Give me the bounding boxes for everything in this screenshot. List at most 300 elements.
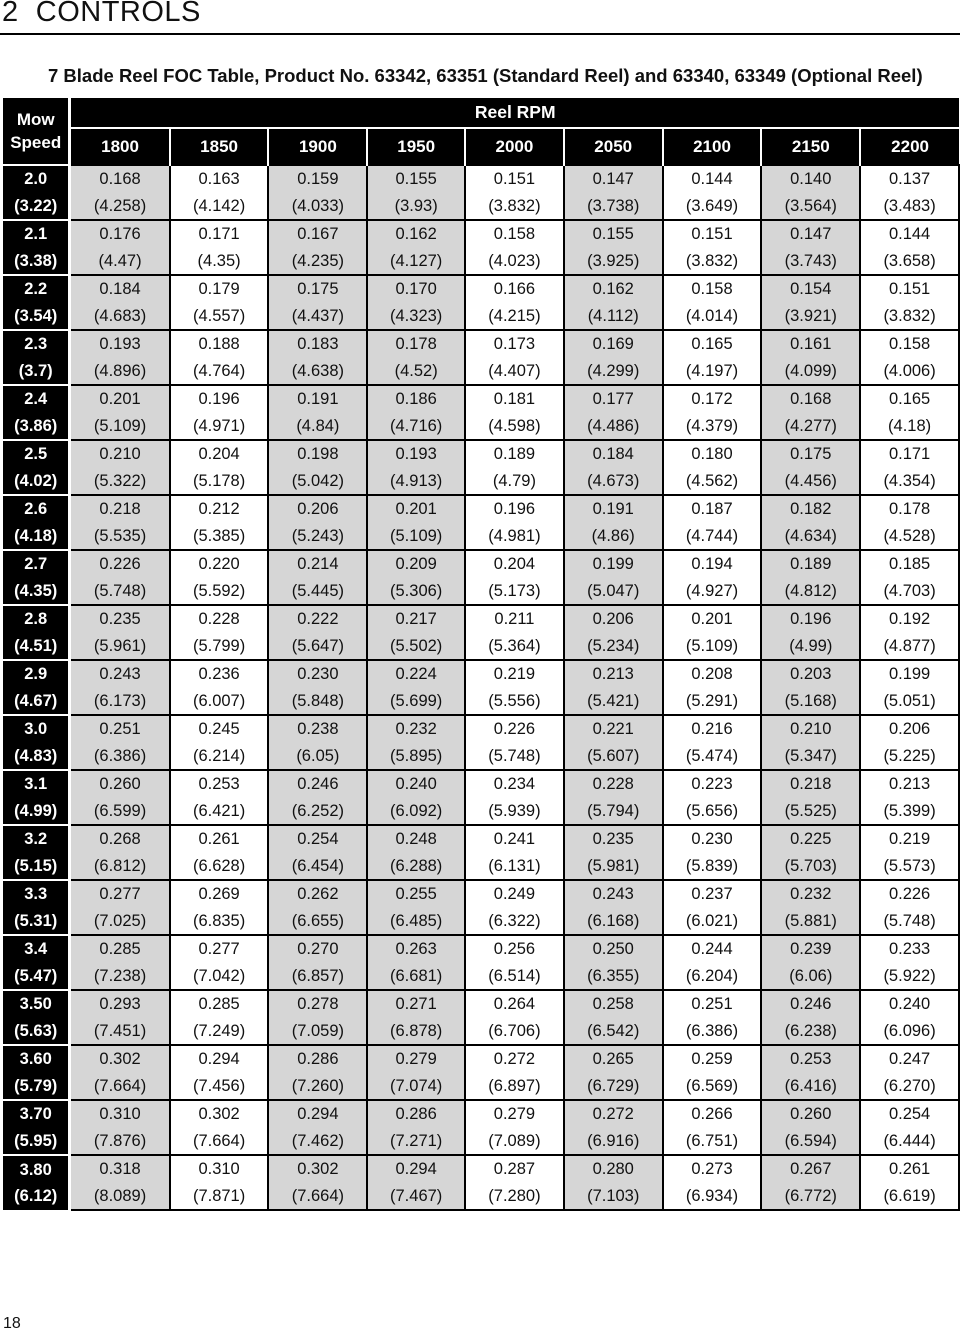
foc-cell bbox=[268, 440, 367, 495]
foc-value: 0.260 bbox=[790, 1105, 832, 1123]
foc-value-metric: (6.007) bbox=[192, 691, 246, 710]
table-row bbox=[3, 1155, 959, 1210]
foc-cell bbox=[367, 1155, 465, 1210]
mow-speed-value: 2.5 bbox=[24, 445, 48, 463]
foc-cell bbox=[663, 440, 762, 495]
foc-value: 0.228 bbox=[198, 610, 240, 628]
foc-value: 0.273 bbox=[691, 1160, 733, 1178]
foc-value: 0.287 bbox=[493, 1160, 536, 1178]
mow-speed-metric: (5.31) bbox=[14, 911, 58, 930]
foc-value: 0.228 bbox=[592, 775, 634, 793]
mow-speed-value: 2.1 bbox=[24, 225, 48, 243]
foc-value: 0.175 bbox=[297, 280, 339, 298]
foc-value-metric: (5.922) bbox=[883, 966, 936, 985]
foc-cell bbox=[268, 715, 367, 770]
foc-value: 0.171 bbox=[198, 225, 240, 243]
foc-cell bbox=[70, 770, 170, 825]
section-header bbox=[0, 0, 960, 34]
foc-value-metric: (3.832) bbox=[488, 196, 541, 215]
foc-value: 0.272 bbox=[592, 1105, 634, 1123]
foc-value: 0.277 bbox=[99, 885, 141, 903]
foc-value-metric: (6.706) bbox=[488, 1021, 541, 1040]
foc-value-metric: (6.021) bbox=[685, 911, 739, 930]
foc-value: 0.310 bbox=[99, 1105, 141, 1123]
foc-cell bbox=[170, 550, 269, 605]
foc-value-metric: (4.379) bbox=[685, 416, 739, 435]
foc-cell bbox=[564, 1155, 663, 1210]
foc-value: 0.221 bbox=[592, 720, 634, 738]
foc-value-metric: (6.751) bbox=[685, 1131, 739, 1150]
foc-cell bbox=[860, 220, 959, 275]
foc-cell bbox=[465, 1100, 564, 1155]
foc-cell bbox=[860, 1045, 959, 1100]
foc-value: 0.278 bbox=[297, 995, 339, 1013]
foc-value-metric: (5.848) bbox=[291, 691, 345, 710]
foc-value: 0.189 bbox=[790, 555, 832, 573]
foc-value-metric: (6.421) bbox=[192, 801, 246, 820]
foc-value-metric: (7.456) bbox=[192, 1076, 246, 1095]
mow-speed-value: 2.8 bbox=[24, 610, 48, 628]
foc-cell bbox=[367, 440, 465, 495]
foc-value: 0.210 bbox=[99, 445, 141, 463]
foc-cell bbox=[367, 935, 465, 990]
foc-value-metric: (6.569) bbox=[685, 1076, 739, 1095]
foc-value-metric: (4.716) bbox=[390, 416, 443, 435]
foc-value: 0.265 bbox=[592, 1050, 634, 1068]
foc-value-metric: (5.748) bbox=[93, 581, 147, 600]
mow-speed-value: 3.60 bbox=[19, 1050, 52, 1068]
foc-cell bbox=[761, 935, 860, 990]
foc-cell bbox=[367, 660, 465, 715]
page-number: 18 bbox=[3, 1315, 21, 1332]
foc-value: 0.196 bbox=[790, 610, 832, 628]
foc-value: 0.244 bbox=[691, 940, 733, 958]
foc-cell bbox=[761, 550, 860, 605]
foc-value: 0.193 bbox=[99, 335, 141, 353]
foc-value-metric: (6.355) bbox=[587, 966, 640, 985]
foc-value-metric: (5.961) bbox=[93, 636, 147, 655]
foc-value-metric: (5.748) bbox=[488, 746, 541, 765]
foc-value: 0.196 bbox=[198, 390, 240, 408]
foc-value: 0.192 bbox=[888, 610, 931, 628]
speed-label: Speed bbox=[10, 133, 62, 152]
foc-value: 0.263 bbox=[395, 940, 437, 958]
foc-value: 0.179 bbox=[198, 280, 240, 298]
foc-cell bbox=[465, 1045, 564, 1100]
foc-value-metric: (5.703) bbox=[784, 856, 837, 875]
foc-value-metric: (6.599) bbox=[93, 801, 147, 820]
foc-value: 0.258 bbox=[592, 995, 634, 1013]
foc-value-metric: (7.280) bbox=[488, 1186, 541, 1205]
foc-value-metric: (4.562) bbox=[685, 471, 739, 490]
foc-value-metric: (7.462) bbox=[291, 1131, 345, 1150]
mow-speed-cell bbox=[3, 330, 70, 385]
foc-cell bbox=[70, 220, 170, 275]
foc-value-metric: (6.542) bbox=[587, 1021, 640, 1040]
foc-cell bbox=[465, 440, 564, 495]
foc-cell bbox=[268, 825, 367, 880]
foc-value: 0.176 bbox=[99, 225, 141, 243]
foc-value: 0.144 bbox=[888, 225, 931, 243]
mow-speed-metric: (6.12) bbox=[14, 1187, 58, 1205]
foc-value: 0.219 bbox=[888, 830, 931, 848]
table-row bbox=[3, 880, 959, 935]
rpm-column-header: 2200 bbox=[860, 128, 959, 165]
foc-cell bbox=[761, 1155, 860, 1210]
foc-cell bbox=[663, 770, 762, 825]
mow-speed-value: 3.1 bbox=[24, 775, 48, 793]
section-number: 2 bbox=[2, 0, 19, 28]
foc-value-metric: (7.271) bbox=[390, 1131, 443, 1150]
foc-value: 0.173 bbox=[493, 335, 536, 353]
foc-value: 0.168 bbox=[99, 170, 141, 188]
foc-value-metric: (5.474) bbox=[685, 746, 739, 765]
foc-value-metric: (7.089) bbox=[488, 1131, 541, 1150]
foc-value: 0.239 bbox=[790, 940, 832, 958]
foc-value-metric: (5.051) bbox=[883, 691, 936, 710]
foc-cell bbox=[170, 495, 269, 550]
foc-cell bbox=[564, 770, 663, 825]
foc-value: 0.251 bbox=[691, 995, 733, 1013]
foc-value: 0.247 bbox=[888, 1050, 931, 1068]
foc-value-metric: (7.871) bbox=[192, 1186, 246, 1205]
foc-cell bbox=[465, 825, 564, 880]
foc-value-metric: (3.658) bbox=[883, 251, 936, 270]
mow-speed-value: 3.50 bbox=[19, 995, 52, 1013]
foc-cell bbox=[761, 660, 860, 715]
foc-value: 0.147 bbox=[790, 225, 832, 243]
mow-speed-cell bbox=[3, 1100, 70, 1155]
foc-cell bbox=[70, 880, 170, 935]
foc-value: 0.151 bbox=[493, 170, 536, 188]
foc-value-metric: (4.877) bbox=[883, 636, 936, 655]
foc-cell bbox=[268, 220, 367, 275]
foc-value: 0.246 bbox=[790, 995, 832, 1013]
foc-cell bbox=[367, 605, 465, 660]
foc-value: 0.162 bbox=[592, 280, 634, 298]
foc-table bbox=[3, 98, 960, 1211]
foc-value-metric: (4.258) bbox=[93, 196, 147, 215]
foc-value-metric: (6.619) bbox=[883, 1186, 936, 1205]
foc-value-metric: (5.647) bbox=[291, 636, 345, 655]
foc-value-metric: (5.799) bbox=[192, 636, 246, 655]
foc-value-metric: (4.47) bbox=[98, 251, 142, 270]
foc-cell bbox=[70, 330, 170, 385]
foc-value: 0.204 bbox=[198, 445, 240, 463]
foc-value-metric: (4.277) bbox=[784, 416, 837, 435]
foc-value-metric: (4.927) bbox=[685, 581, 739, 600]
foc-cell bbox=[367, 330, 465, 385]
foc-value: 0.151 bbox=[888, 280, 931, 298]
foc-value: 0.279 bbox=[395, 1050, 437, 1068]
foc-value: 0.214 bbox=[297, 555, 339, 573]
foc-value: 0.201 bbox=[395, 500, 437, 518]
foc-cell bbox=[663, 495, 762, 550]
foc-value-metric: (5.047) bbox=[587, 581, 640, 600]
foc-value-metric: (7.664) bbox=[192, 1131, 246, 1150]
foc-cell bbox=[465, 495, 564, 550]
foc-value-metric: (7.074) bbox=[390, 1076, 443, 1095]
foc-value-metric: (6.386) bbox=[93, 746, 147, 765]
foc-value-metric: (4.142) bbox=[192, 196, 246, 215]
foc-value-metric: (5.556) bbox=[488, 691, 541, 710]
foc-value-metric: (5.399) bbox=[883, 801, 936, 820]
foc-value-metric: (4.014) bbox=[685, 306, 739, 325]
foc-value-metric: (5.109) bbox=[390, 526, 443, 545]
foc-cell bbox=[564, 880, 663, 935]
foc-value: 0.225 bbox=[790, 830, 832, 848]
foc-cell bbox=[268, 1155, 367, 1210]
foc-value-metric: (6.628) bbox=[192, 856, 246, 875]
foc-cell bbox=[860, 1155, 959, 1210]
foc-value: 0.261 bbox=[198, 830, 240, 848]
foc-cell bbox=[268, 385, 367, 440]
mow-speed-value: 2.7 bbox=[24, 555, 48, 573]
foc-value-metric: (5.347) bbox=[784, 746, 837, 765]
foc-cell bbox=[564, 275, 663, 330]
foc-value-metric: (6.514) bbox=[488, 966, 541, 985]
foc-cell bbox=[761, 1100, 860, 1155]
foc-cell bbox=[170, 1100, 269, 1155]
rpm-column-header: 1800 bbox=[70, 128, 170, 165]
foc-value: 0.249 bbox=[493, 885, 536, 903]
foc-value-metric: (4.215) bbox=[488, 306, 541, 325]
foc-value-metric: (5.981) bbox=[587, 856, 640, 875]
foc-value: 0.183 bbox=[297, 335, 339, 353]
foc-value: 0.223 bbox=[691, 775, 733, 793]
foc-value: 0.194 bbox=[691, 555, 733, 573]
mow-speed-metric: (3.86) bbox=[14, 416, 58, 435]
foc-cell bbox=[367, 770, 465, 825]
foc-cell bbox=[170, 770, 269, 825]
foc-value-metric: (4.913) bbox=[390, 471, 443, 490]
foc-value-metric: (5.364) bbox=[488, 636, 541, 655]
foc-value: 0.262 bbox=[297, 885, 339, 903]
foc-value-metric: (4.197) bbox=[685, 361, 739, 380]
foc-value: 0.213 bbox=[888, 775, 931, 793]
foc-cell bbox=[70, 935, 170, 990]
foc-value: 0.168 bbox=[790, 390, 832, 408]
foc-value-metric: (3.649) bbox=[685, 196, 739, 215]
table-row bbox=[3, 770, 959, 825]
foc-value-metric: (6.812) bbox=[93, 856, 147, 875]
mow-label: Mow bbox=[16, 110, 55, 129]
foc-cell bbox=[663, 220, 762, 275]
mow-speed-metric: (4.35) bbox=[14, 581, 58, 600]
foc-value: 0.219 bbox=[493, 665, 536, 683]
foc-value-metric: (4.764) bbox=[192, 361, 246, 380]
foc-cell bbox=[170, 1155, 269, 1210]
foc-value: 0.254 bbox=[888, 1105, 931, 1123]
foc-cell bbox=[268, 660, 367, 715]
foc-cell bbox=[268, 330, 367, 385]
foc-value-metric: (5.168) bbox=[784, 691, 837, 710]
mow-speed-cell bbox=[3, 275, 70, 330]
foc-value-metric: (5.306) bbox=[390, 581, 443, 600]
foc-cell bbox=[663, 275, 762, 330]
foc-value: 0.175 bbox=[790, 445, 832, 463]
foc-cell bbox=[268, 1045, 367, 1100]
foc-cell bbox=[663, 880, 762, 935]
foc-value: 0.191 bbox=[297, 390, 339, 408]
foc-cell bbox=[761, 495, 860, 550]
foc-value-metric: (6.322) bbox=[488, 911, 541, 930]
foc-value-metric: (4.18) bbox=[888, 416, 932, 435]
foc-value: 0.158 bbox=[691, 280, 733, 298]
foc-value: 0.245 bbox=[198, 720, 240, 738]
foc-value: 0.206 bbox=[297, 500, 339, 518]
mow-speed-value: 3.70 bbox=[19, 1105, 52, 1123]
foc-cell bbox=[663, 825, 762, 880]
foc-value-metric: (6.131) bbox=[488, 856, 541, 875]
foc-value-metric: (6.238) bbox=[784, 1021, 837, 1040]
foc-cell bbox=[663, 1155, 762, 1210]
foc-cell bbox=[170, 1045, 269, 1100]
mow-speed-metric: (3.7) bbox=[18, 361, 53, 380]
foc-cell bbox=[761, 990, 860, 1045]
foc-value: 0.154 bbox=[790, 280, 832, 298]
foc-cell bbox=[663, 715, 762, 770]
foc-cell bbox=[268, 495, 367, 550]
foc-value-metric: (4.79) bbox=[492, 471, 536, 490]
rpm-column-header: 2100 bbox=[663, 128, 762, 165]
foc-cell bbox=[170, 660, 269, 715]
foc-value: 0.237 bbox=[691, 885, 733, 903]
foc-cell bbox=[761, 385, 860, 440]
foc-cell bbox=[761, 1045, 860, 1100]
foc-value-metric: (5.895) bbox=[390, 746, 443, 765]
foc-cell bbox=[465, 880, 564, 935]
foc-value-metric: (7.025) bbox=[93, 911, 147, 930]
foc-cell bbox=[268, 165, 367, 220]
foc-value: 0.267 bbox=[790, 1160, 832, 1178]
foc-cell bbox=[465, 715, 564, 770]
foc-cell bbox=[268, 605, 367, 660]
mow-speed-cell bbox=[3, 1045, 70, 1100]
foc-cell bbox=[367, 385, 465, 440]
foc-value: 0.184 bbox=[99, 280, 141, 298]
foc-value-metric: (5.748) bbox=[883, 911, 936, 930]
foc-cell bbox=[465, 770, 564, 825]
mow-speed-metric: (5.47) bbox=[14, 966, 58, 985]
foc-value-metric: (4.557) bbox=[192, 306, 246, 325]
foc-cell bbox=[170, 275, 269, 330]
foc-value-metric: (7.238) bbox=[93, 966, 147, 985]
mow-speed-cell bbox=[3, 550, 70, 605]
foc-value-metric: (7.467) bbox=[390, 1186, 443, 1205]
foc-cell bbox=[564, 220, 663, 275]
foc-value-metric: (4.896) bbox=[93, 361, 147, 380]
foc-value: 0.269 bbox=[198, 885, 240, 903]
foc-cell bbox=[367, 275, 465, 330]
foc-value-metric: (6.288) bbox=[390, 856, 443, 875]
foc-cell bbox=[268, 1100, 367, 1155]
mow-speed-cell bbox=[3, 660, 70, 715]
foc-value: 0.186 bbox=[395, 390, 437, 408]
foc-value: 0.256 bbox=[493, 940, 536, 958]
foc-value-metric: (5.656) bbox=[685, 801, 739, 820]
foc-cell bbox=[268, 550, 367, 605]
foc-value: 0.188 bbox=[198, 335, 240, 353]
mow-speed-cell bbox=[3, 1155, 70, 1210]
foc-value-metric: (4.112) bbox=[587, 306, 639, 325]
mow-speed-cell bbox=[3, 440, 70, 495]
foc-value-metric: (6.06) bbox=[789, 966, 833, 985]
foc-value: 0.199 bbox=[888, 665, 931, 683]
foc-cell bbox=[860, 1100, 959, 1155]
mow-speed-metric: (5.79) bbox=[14, 1076, 58, 1095]
foc-value-metric: (4.354) bbox=[883, 471, 936, 490]
foc-value: 0.241 bbox=[493, 830, 536, 848]
foc-cell bbox=[860, 330, 959, 385]
foc-cell bbox=[170, 385, 269, 440]
foc-value-metric: (6.934) bbox=[685, 1186, 739, 1205]
foc-value-metric: (6.05) bbox=[296, 746, 340, 765]
foc-cell bbox=[663, 330, 762, 385]
foc-value: 0.147 bbox=[592, 170, 634, 188]
foc-value-metric: (6.681) bbox=[390, 966, 443, 985]
foc-value: 0.217 bbox=[395, 610, 437, 628]
foc-value-metric: (3.93) bbox=[394, 196, 438, 215]
foc-cell bbox=[860, 880, 959, 935]
foc-cell bbox=[465, 990, 564, 1045]
foc-value: 0.233 bbox=[888, 940, 931, 958]
foc-value-metric: (4.598) bbox=[488, 416, 541, 435]
foc-value: 0.250 bbox=[592, 940, 634, 958]
foc-cell bbox=[70, 275, 170, 330]
foc-value: 0.222 bbox=[297, 610, 339, 628]
foc-value: 0.253 bbox=[790, 1050, 832, 1068]
foc-cell bbox=[268, 990, 367, 1045]
foc-cell bbox=[465, 550, 564, 605]
foc-value: 0.201 bbox=[99, 390, 141, 408]
table-row bbox=[3, 1100, 959, 1155]
foc-cell bbox=[170, 220, 269, 275]
foc-value-metric: (7.249) bbox=[192, 1021, 246, 1040]
foc-value-metric: (6.916) bbox=[587, 1131, 640, 1150]
mow-speed-value: 3.4 bbox=[24, 940, 48, 958]
foc-value-metric: (5.445) bbox=[291, 581, 345, 600]
foc-value-metric: (7.260) bbox=[291, 1076, 345, 1095]
foc-cell bbox=[70, 165, 170, 220]
foc-value-metric: (7.664) bbox=[93, 1076, 147, 1095]
foc-value: 0.236 bbox=[198, 665, 240, 683]
foc-value-metric: (4.235) bbox=[291, 251, 345, 270]
foc-cell bbox=[70, 1045, 170, 1100]
foc-value: 0.158 bbox=[493, 225, 536, 243]
table-row bbox=[3, 385, 959, 440]
foc-cell bbox=[860, 550, 959, 605]
foc-cell bbox=[367, 220, 465, 275]
foc-cell bbox=[860, 605, 959, 660]
foc-value: 0.224 bbox=[395, 665, 437, 683]
foc-value-metric: (6.594) bbox=[784, 1131, 837, 1150]
mow-speed-cell bbox=[3, 880, 70, 935]
foc-value: 0.285 bbox=[99, 940, 141, 958]
foc-value-metric: (5.178) bbox=[192, 471, 246, 490]
foc-value: 0.294 bbox=[297, 1105, 339, 1123]
foc-cell bbox=[170, 440, 269, 495]
rpm-header-row bbox=[3, 128, 959, 165]
mow-speed-metric: (3.22) bbox=[14, 196, 58, 215]
mow-speed-metric: (4.51) bbox=[14, 636, 58, 655]
foc-cell bbox=[367, 550, 465, 605]
mow-speed-header bbox=[3, 98, 70, 165]
mow-speed-cell bbox=[3, 990, 70, 1045]
foc-value: 0.302 bbox=[198, 1105, 240, 1123]
foc-value: 0.226 bbox=[888, 885, 931, 903]
foc-value-metric: (6.897) bbox=[488, 1076, 541, 1095]
